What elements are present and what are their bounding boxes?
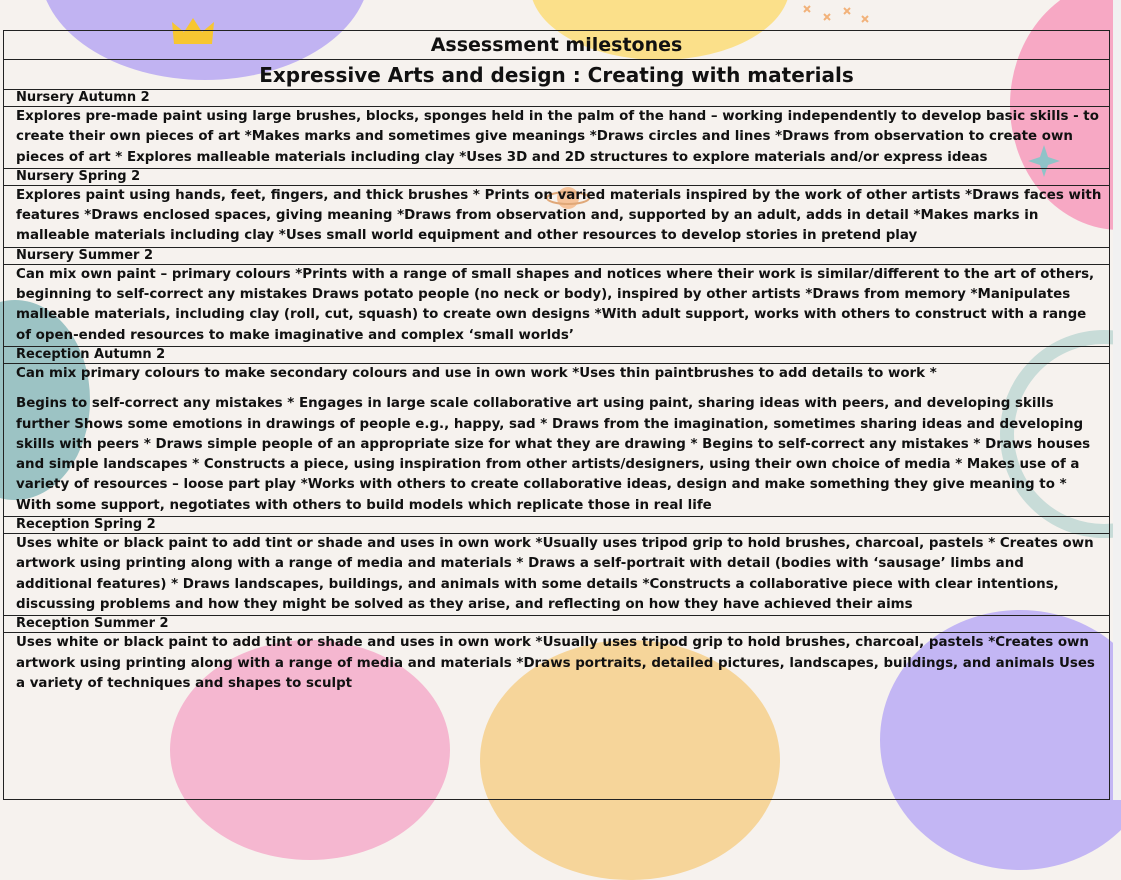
section-nursery-summer-2 bbox=[4, 248, 1109, 347]
section-paragraph: Explores pre-made paint using large brushes, blocks, sponges held in the palm of the hand – working independently to develop basic skills - to create their own pieces of art *Makes marks and sometimes give meanings *Draws circles and lines *Draws from observation to create own pieces of art * Explores malleable materials including clay *Uses 3D and 2D structures to explore materials and/or express ideas bbox=[16, 109, 1099, 165]
section-body bbox=[4, 633, 1109, 694]
section-paragraph: Begins to self-correct any mistakes * Engages in large scale collaborative art using paint, sharing ideas with peers, and developing skills further Shows some emotions in drawings of people e.g., happy, sad * Draws from the imagination, sometimes sharing ideas and developing skills with peers * Draws simple people of an appropriate size for what they are drawing * Begins to self-correct any mistakes * Draws houses and simple landscapes * Constructs a piece, using inspiration from other artists/designers, using their own choice of media * Makes use of a variety of resources – loose part play *Works with others to create collaborative ideas, design and make something they give meaning to * With some support, negotiates with others to build models which replicate those in real life bbox=[16, 396, 1091, 513]
section-reception-summer-2 bbox=[4, 616, 1109, 694]
section-body bbox=[4, 186, 1109, 248]
section-heading: Reception Autumn 2 bbox=[4, 347, 1109, 364]
cross-sparkle-icon bbox=[800, 2, 880, 28]
section-heading: Nursery Spring 2 bbox=[4, 169, 1109, 186]
page-subtitle: Expressive Arts and design : Creating with materials bbox=[4, 60, 1109, 90]
section-reception-autumn-2 bbox=[4, 347, 1109, 517]
milestones-table bbox=[3, 30, 1110, 800]
section-paragraph: Uses white or black paint to add tint or shade and uses in own work *Usually uses tripod grip to hold brushes, charcoal, pastels *Creates own artwork using printing along with a range of media and materials *Draws portraits, detailed pictures, landscapes, buildings, and animals Uses a variety of techniques and shapes to sculpt bbox=[16, 635, 1095, 691]
section-nursery-autumn-2 bbox=[4, 90, 1109, 169]
section-body bbox=[4, 107, 1109, 169]
section-heading: Nursery Summer 2 bbox=[4, 248, 1109, 265]
section-heading: Nursery Autumn 2 bbox=[4, 90, 1109, 107]
section-paragraph: Can mix primary colours to make secondary colours and use in own work *Uses thin paintbrushes to add details to work * bbox=[16, 365, 937, 381]
section-paragraph: Uses white or black paint to add tint or shade and uses in own work *Usually uses tripod grip to hold brushes, charcoal, pastels * Creates own artwork using printing along with a range of media and materials * Draws a self-portrait with detail (bodies with ‘sausage’ limbs and additional features) * Draws landscapes, buildings, and animals with some details *Constructs a collaborative piece with clear intentions, discussing problems and how they might be solved as they arise, and reflecting on how they have achieved their aims bbox=[16, 536, 1094, 612]
section-reception-spring-2 bbox=[4, 517, 1109, 616]
section-body bbox=[4, 265, 1109, 347]
section-paragraph: Can mix own paint – primary colours *Prints with a range of small shapes and notices where their work is similar/different to the art of others, beginning to self-correct any mistakes Draws potato people (no neck or body), inspired by other artists *Draws from memory *Manipulates malleable materials, including clay (roll, cut, squash) to create own designs *With adult support, works with others to construct with a range of open-ended resources to make imaginative and complex ‘small worlds’ bbox=[16, 266, 1095, 343]
section-heading: Reception Summer 2 bbox=[4, 616, 1109, 633]
page-title: Assessment milestones bbox=[4, 31, 1109, 60]
section-heading: Reception Spring 2 bbox=[4, 517, 1109, 534]
section-body bbox=[4, 534, 1109, 616]
section-paragraph: Explores paint using hands, feet, fingers, and thick brushes * Prints on varied materials inspired by the work of other artists *Draws faces with features *Draws enclosed spaces, giving meaning *Draws from observation and, supported by an adult, adds in detail *Makes marks in malleable materials including clay *Uses small world equipment and other resources to develop stories in pretend play bbox=[16, 187, 1102, 244]
section-body bbox=[4, 364, 1109, 517]
vertical-scrollbar[interactable] bbox=[1113, 0, 1121, 800]
section-nursery-spring-2 bbox=[4, 169, 1109, 248]
